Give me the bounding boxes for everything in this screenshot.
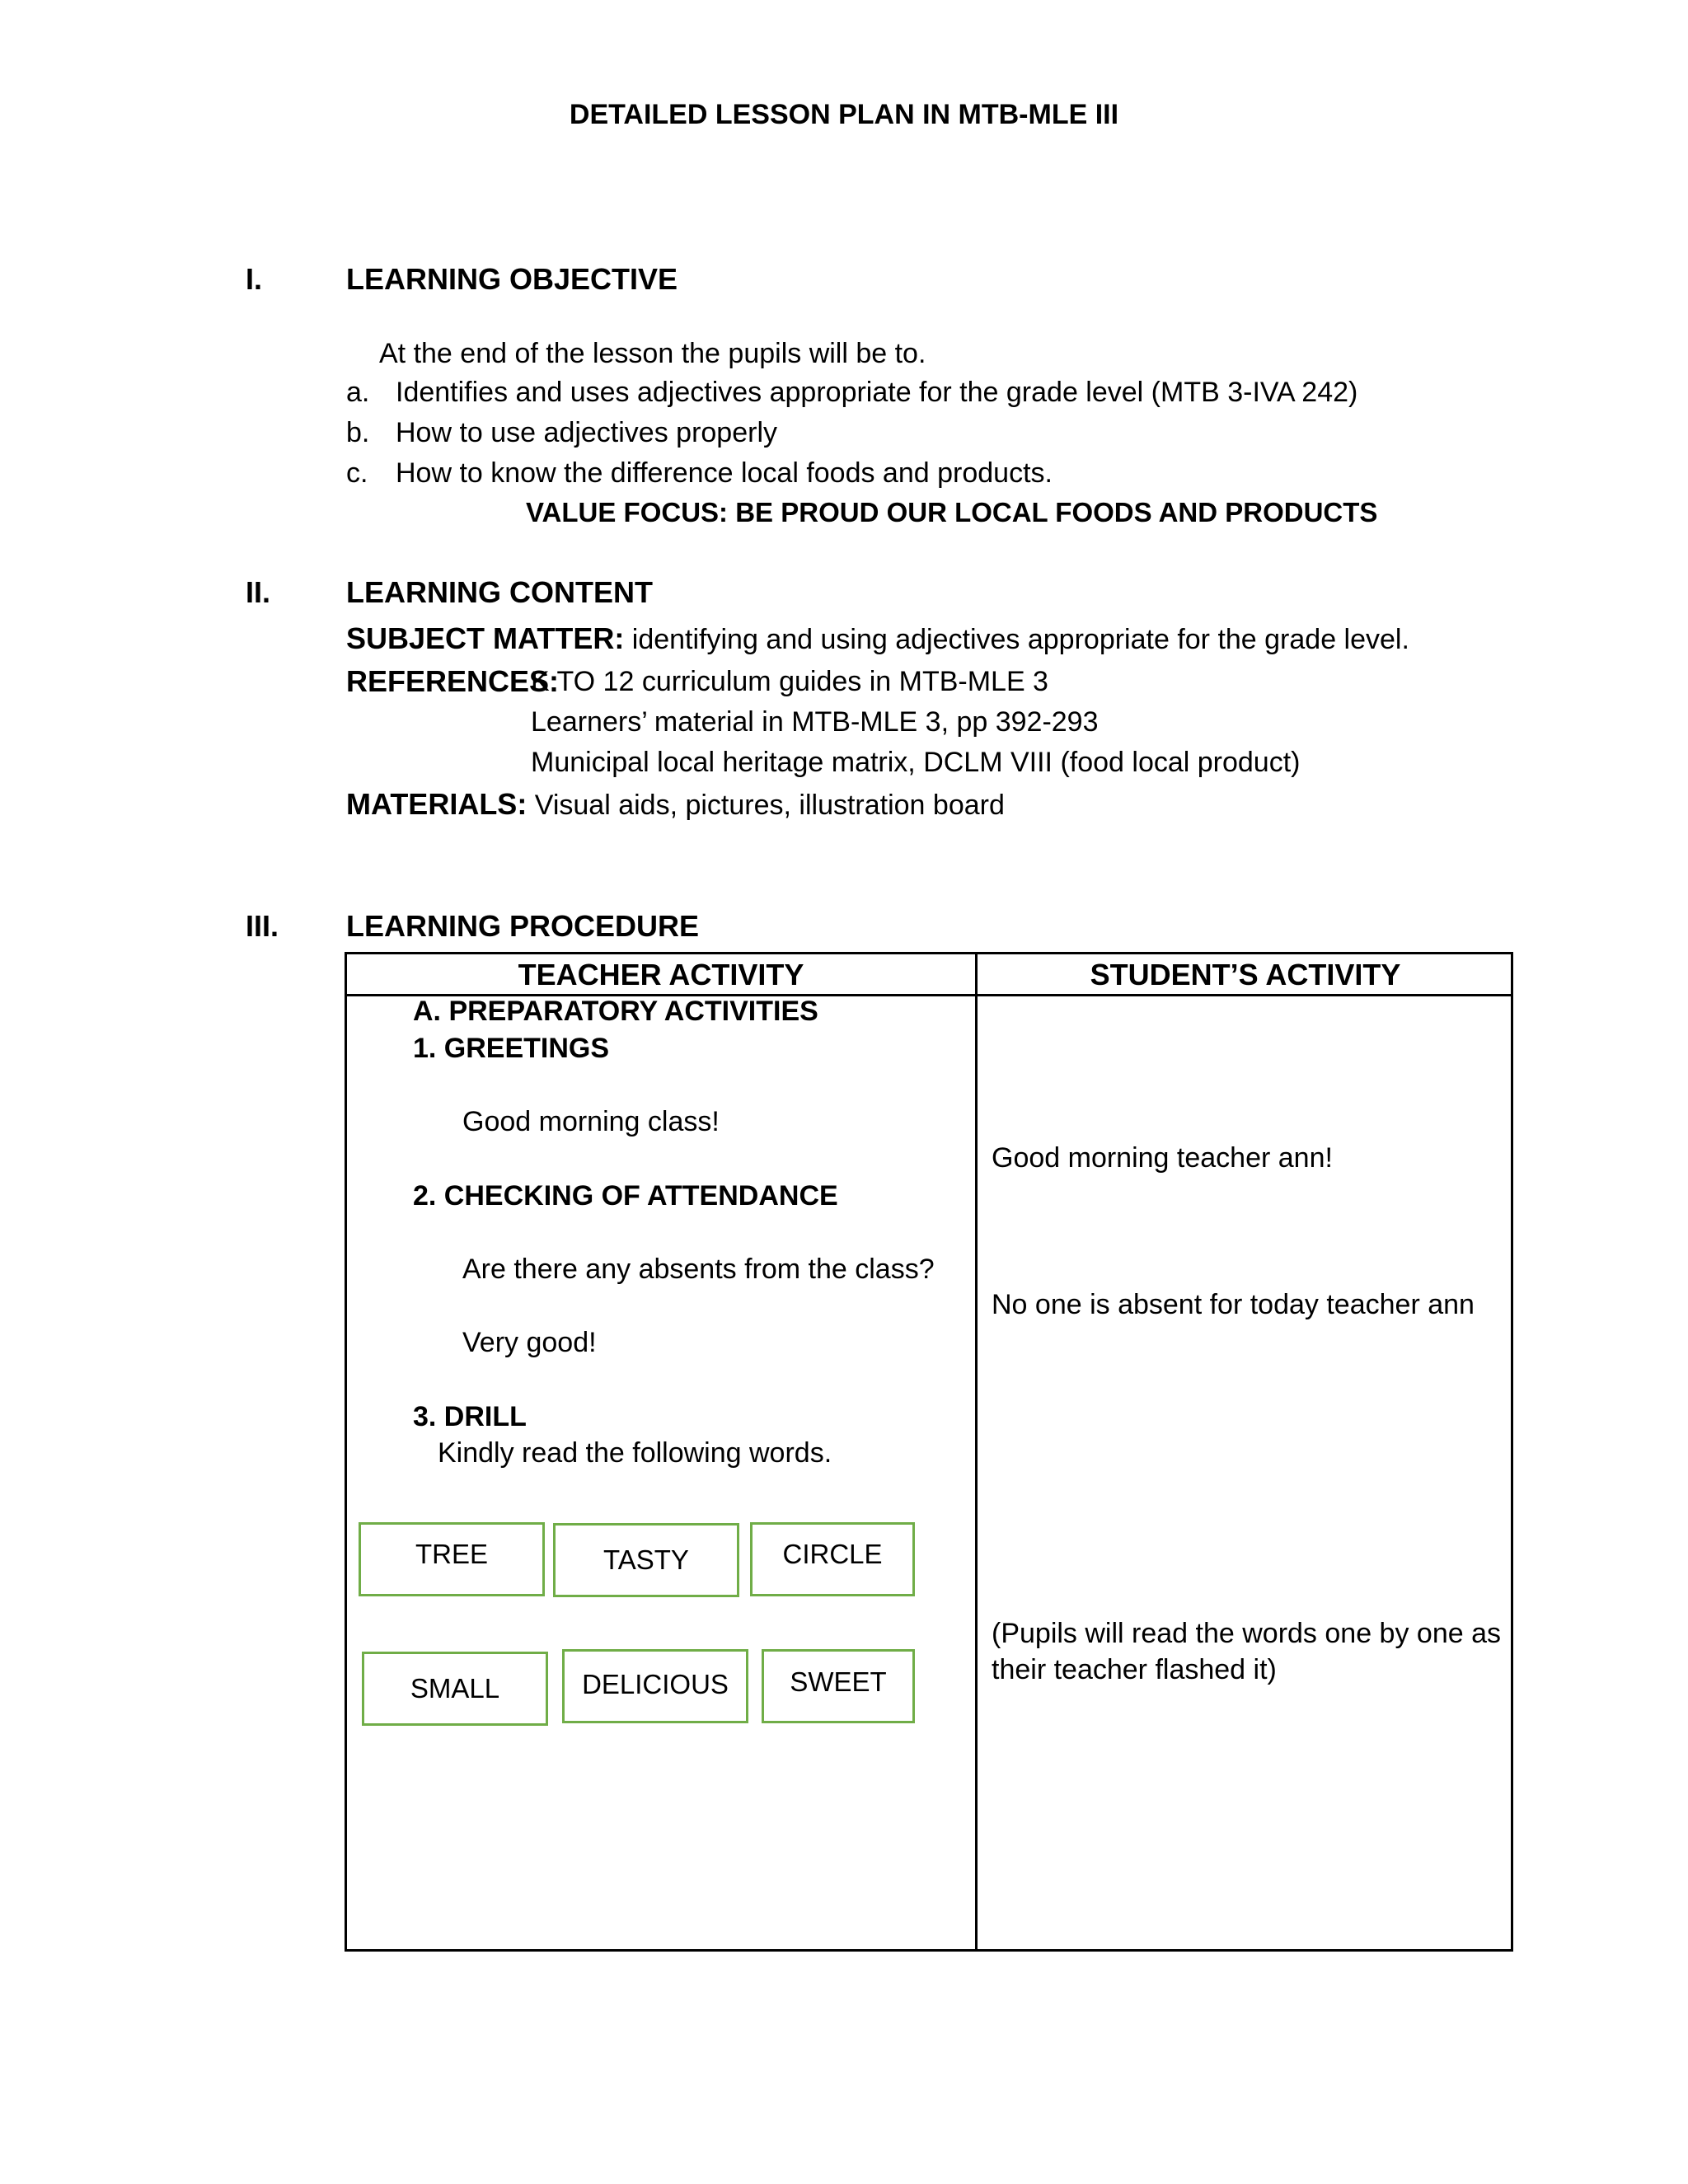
attendance-teacher-line: Are there any absents from the class?: [462, 1254, 935, 1285]
value-focus: VALUE FOCUS: BE PROUD OUR LOCAL FOODS AND PRODUCTS: [526, 497, 1378, 527]
header-student-activity: STUDENT’S ACTIVITY: [1090, 958, 1401, 991]
drill-instruction: Kindly read the following words.: [438, 1437, 832, 1469]
objective-item-marker: b.: [346, 417, 370, 448]
section-heading-procedure: LEARNING PROCEDURE: [346, 909, 700, 943]
materials-text: Visual aids, pictures, illustration board: [527, 790, 1005, 821]
section-heading-objective: LEARNING OBJECTIVE: [346, 262, 678, 296]
objective-intro: At the end of the lesson the pupils will be to.: [379, 338, 926, 369]
section-numeral-procedure: III.: [246, 909, 279, 943]
subject-matter-text: identifying and using adjectives appropriate for the grade level.: [624, 624, 1409, 655]
drill-word-card: SMALL: [362, 1652, 548, 1726]
drill-word-card: SWEET: [762, 1649, 915, 1723]
attendance-student-line: No one is absent for today teacher ann: [992, 1289, 1475, 1320]
document-title: DETAILED LESSON PLAN IN MTB-MLE III: [569, 99, 1119, 130]
attendance-followup-line: Very good!: [462, 1327, 597, 1358]
part-a-heading: A. PREPARATORY ACTIVITIES: [413, 996, 818, 1027]
attendance-heading: 2. CHECKING OF ATTENDANCE: [413, 1180, 838, 1212]
subject-matter-line: [346, 621, 1409, 656]
drill-word-card: DELICIOUS: [562, 1649, 748, 1723]
section-numeral-content: II.: [246, 575, 271, 609]
drill-student-line: (Pupils will read the words one by one as their teacher flashed it): [992, 1618, 1501, 1685]
materials-label: MATERIALS:: [346, 787, 528, 821]
subject-matter-label: SUBJECT MATTER:: [346, 621, 625, 655]
materials-line: [346, 787, 1005, 822]
header-teacher-activity: TEACHER ACTIVITY: [518, 958, 804, 991]
column-divider: [975, 954, 978, 1949]
procedure-table: [345, 952, 1513, 1952]
references-label: REFERENCES:: [346, 664, 560, 698]
reference-item: Municipal local heritage matrix, DCLM VIII (food local product): [531, 747, 1301, 778]
section-numeral-objective: I.: [246, 262, 263, 296]
drill-word-card: TREE: [359, 1522, 545, 1596]
objective-item-marker: c.: [346, 457, 368, 489]
greetings-student-line: Good morning teacher ann!: [992, 1142, 1333, 1174]
objective-item-marker: a.: [346, 377, 370, 408]
greetings-heading: 1. GREETINGS: [413, 1033, 610, 1064]
drill-word-card: CIRCLE: [750, 1522, 915, 1596]
objective-item-text: How to know the difference local foods and products.: [396, 457, 1053, 489]
drill-word-card: TASTY: [553, 1523, 739, 1597]
greetings-teacher-line: Good morning class!: [462, 1106, 720, 1137]
section-heading-content: LEARNING CONTENT: [346, 575, 653, 609]
drill-heading: 3. DRILL: [413, 1401, 527, 1432]
objective-item-text: Identifies and uses adjectives appropriate for the grade level (MTB 3-IVA 242): [396, 377, 1358, 408]
reference-item: K TO 12 curriculum guides in MTB-MLE 3: [531, 666, 1048, 697]
objective-item-text: How to use adjectives properly: [396, 417, 778, 448]
reference-item: Learners’ material in MTB-MLE 3, pp 392-293: [531, 706, 1099, 738]
